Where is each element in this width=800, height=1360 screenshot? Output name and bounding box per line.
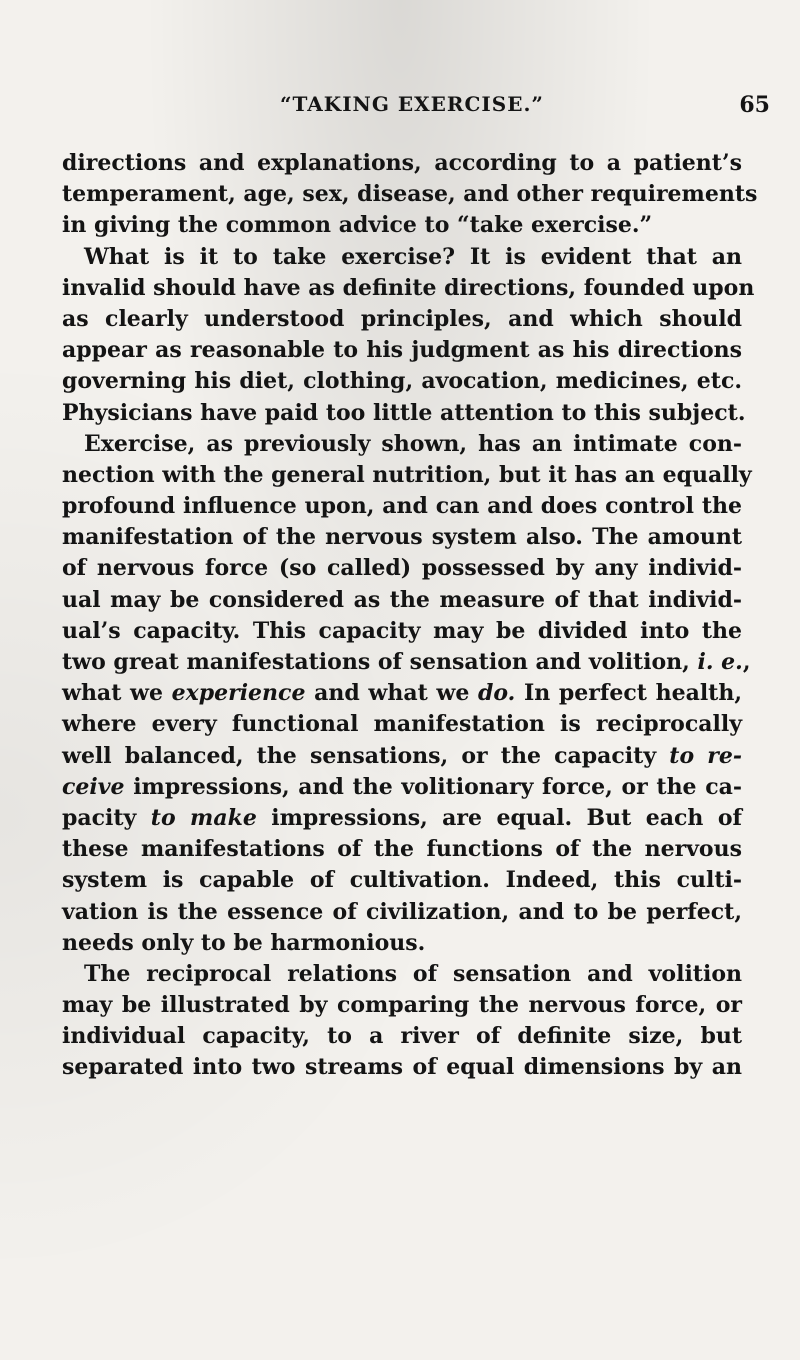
text-line — [62, 179, 758, 210]
text-segment: what we — [62, 680, 172, 707]
text-segment: needs only to be harmonious. — [62, 929, 426, 956]
text-line — [62, 491, 742, 522]
text-segment: The reciprocal relations of sensation and volition — [84, 960, 742, 987]
text-line — [62, 678, 742, 709]
text-line — [62, 709, 742, 740]
text-segment: two great manifestations of sensation and volition, — [62, 649, 698, 675]
italic-text: to re- — [669, 742, 742, 769]
text-segment: , — [742, 649, 751, 675]
text-segment: ual may be considered as the measure of that individ- — [62, 586, 742, 613]
text-line — [62, 585, 742, 616]
text-segment: where every functional manifestation is reciprocally — [62, 711, 742, 738]
italic-text: to make — [150, 804, 257, 831]
text-segment: Exercise, as previously shown, has an intimate con- — [84, 430, 742, 457]
text-line — [62, 647, 751, 678]
text-line — [62, 148, 742, 179]
text-line — [62, 834, 742, 865]
text-segment: and what we — [305, 680, 478, 707]
text-segment: impressions, and the volitionary force, or the ca- — [124, 773, 742, 800]
page-header — [280, 92, 770, 122]
text-segment: of nervous force (so called) possessed by any individ- — [62, 555, 742, 582]
text-line — [62, 210, 742, 241]
text-segment: What is it to take exercise? It is evident that an — [84, 243, 742, 270]
text-segment: appear as reasonable to his judgment as his directions — [62, 337, 742, 364]
text-segment: these manifestations of the functions of the nervous — [62, 836, 742, 863]
running-title: “TAKING EXERCISE.” — [280, 92, 544, 116]
text-line — [62, 616, 742, 647]
text-segment: impressions, are equal. But each of — [256, 804, 742, 831]
text-segment: in giving the common advice to “take exercise.” — [62, 212, 653, 239]
text-line — [62, 990, 742, 1021]
text-line — [62, 242, 742, 273]
body-text — [62, 148, 758, 1084]
text-segment: well balanced, the sensations, or the capacity — [62, 742, 670, 769]
text-segment: invalid should have as definite directions, founded upon — [62, 274, 755, 301]
text-segment: pacity — [62, 804, 151, 831]
italic-text: experience — [171, 680, 306, 707]
text-segment: vation is the essence of civilization, and to be perfect, — [62, 898, 742, 925]
italic-text: i. e. — [697, 649, 743, 675]
text-segment: may be illustrated by comparing the nervous force, or — [62, 992, 742, 1019]
italic-text: ceive — [62, 773, 125, 800]
text-segment: individual capacity, to a river of definite size, but — [62, 1023, 742, 1050]
text-segment: ual’s capacity. This capacity may be divided into the — [62, 617, 742, 644]
text-line — [62, 335, 742, 366]
text-segment: directions and explanations, according to a patient’s — [62, 150, 742, 176]
text-line — [62, 772, 742, 803]
text-segment: manifestation of the nervous system also. The amount — [62, 524, 742, 551]
text-line — [62, 553, 742, 584]
text-segment: separated into two streams of equal dimensions by an — [62, 1054, 742, 1081]
text-segment: governing his diet, clothing, avocation, medicines, etc. — [62, 368, 742, 395]
text-line — [62, 273, 755, 304]
text-line — [62, 803, 742, 834]
text-segment: temperament, age, sex, disease, and other requirements — [62, 181, 758, 208]
text-line — [62, 897, 742, 928]
text-line — [62, 522, 742, 553]
text-segment: profound influence upon, and can and does control the — [62, 493, 742, 520]
text-segment: In perfect health, — [515, 680, 742, 707]
text-line — [62, 366, 742, 397]
text-line — [62, 959, 742, 990]
text-line — [62, 460, 752, 491]
page-number: 65 — [739, 92, 770, 118]
text-segment: nection with the general nutrition, but it has an equally — [62, 461, 752, 488]
text-line — [62, 928, 742, 959]
text-segment: as clearly understood principles, and which should — [62, 305, 742, 332]
text-line — [62, 1052, 742, 1083]
text-segment: system is capable of cultivation. Indeed, this culti- — [62, 867, 742, 894]
text-line — [62, 398, 746, 429]
text-line — [62, 1021, 742, 1052]
text-segment: Physicians have paid too little attention to this subject. — [62, 399, 746, 426]
text-line — [62, 304, 742, 335]
text-line — [62, 741, 742, 772]
italic-text: do. — [477, 680, 516, 707]
text-line — [62, 865, 742, 896]
text-line — [62, 429, 742, 460]
